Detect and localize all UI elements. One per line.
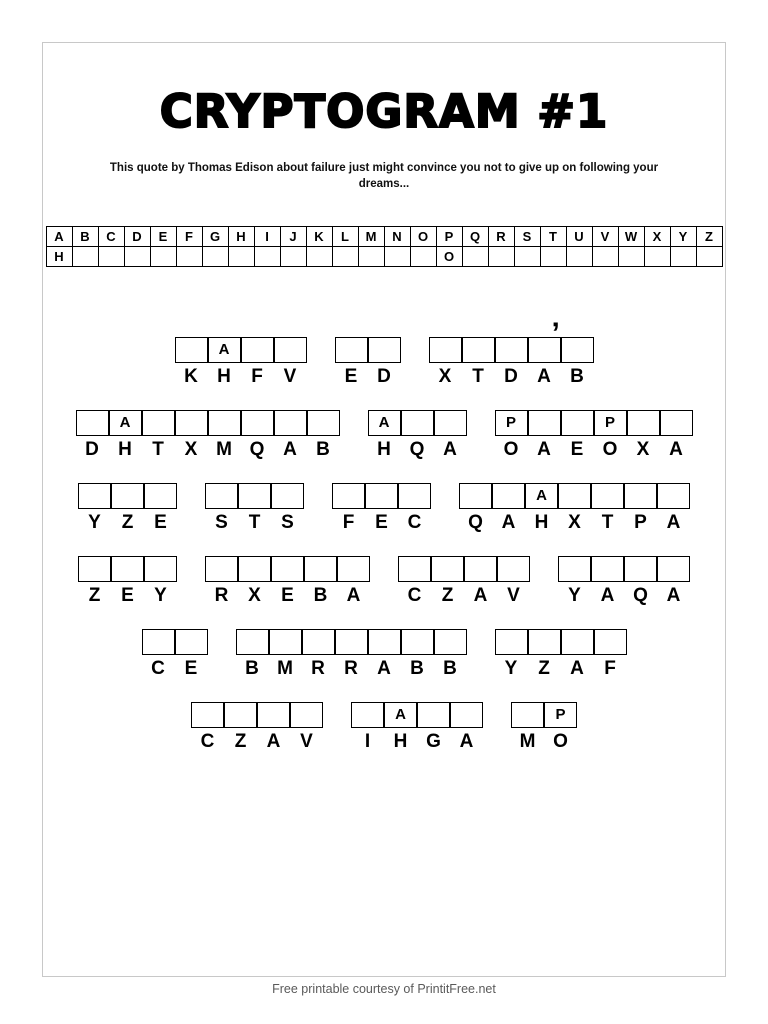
cipher-clue-letter: A — [666, 512, 681, 534]
answer-cell[interactable] — [78, 556, 111, 582]
puzzle-word — [495, 410, 693, 461]
cipher-clue-letter: P — [634, 512, 647, 534]
puzzle-line — [43, 410, 725, 461]
answer-boxes — [495, 629, 627, 655]
cipher-clue-letter: H — [217, 366, 231, 388]
key-letter-cell: L — [332, 227, 358, 247]
cipher-clue-letter: B — [570, 366, 584, 388]
answer-cell[interactable] — [335, 337, 368, 363]
cipher-clues — [351, 731, 483, 753]
cipher-clue-letter: F — [342, 512, 355, 534]
key-letter-cell: R — [488, 227, 514, 247]
answer-cell[interactable] — [335, 629, 368, 655]
answer-cell[interactable]: A — [368, 410, 401, 436]
cipher-clue-letter: R — [214, 585, 229, 607]
answer-boxes — [191, 702, 323, 728]
key-answer-cell[interactable] — [540, 247, 566, 267]
cipher-clue-letter: T — [152, 439, 164, 461]
cipher-clue-letter: M — [519, 731, 536, 753]
answer-cell[interactable] — [78, 483, 111, 509]
cipher-clues — [175, 366, 307, 388]
cipher-clue-letter: A — [346, 585, 361, 607]
key-answer-cell[interactable] — [358, 247, 384, 267]
answer-cell[interactable] — [660, 410, 693, 436]
answer-cell[interactable] — [401, 410, 434, 436]
key-letter-cell: E — [150, 227, 176, 247]
answer-cell[interactable] — [144, 556, 177, 582]
key-answer-cell[interactable] — [618, 247, 644, 267]
answer-cell[interactable] — [175, 629, 208, 655]
key-answer-cell[interactable] — [176, 247, 202, 267]
answer-cell[interactable] — [434, 629, 467, 655]
key-answer-cell[interactable] — [254, 247, 280, 267]
cipher-clue-letter: X — [184, 439, 198, 461]
cipher-clue-letter: A — [669, 439, 683, 461]
cipher-clue-letter: H — [377, 439, 391, 461]
key-letter-cell: A — [46, 227, 72, 247]
answer-cell[interactable] — [111, 556, 144, 582]
answer-cell[interactable] — [274, 337, 307, 363]
key-answer-cell[interactable] — [124, 247, 150, 267]
cipher-clue-letter: Y — [568, 585, 581, 607]
worksheet-sheet — [42, 42, 726, 977]
answer-cell[interactable]: A — [525, 483, 558, 509]
cipher-clues — [335, 366, 401, 388]
answer-cell[interactable] — [257, 702, 290, 728]
key-letter-cell: D — [124, 227, 150, 247]
cipher-key-answer-row — [46, 247, 722, 267]
cipher-clue-letter: O — [602, 439, 618, 461]
answer-boxes — [495, 410, 693, 436]
cipher-clue-letter: M — [277, 658, 293, 680]
answer-cell[interactable]: P — [544, 702, 577, 728]
answer-cell[interactable] — [624, 556, 657, 582]
answer-cell[interactable] — [208, 410, 241, 436]
cipher-clue-letter: C — [407, 585, 422, 607]
cipher-clue-letter: S — [281, 512, 294, 534]
cipher-clues — [191, 731, 323, 753]
cipher-clue-letter: E — [154, 512, 167, 534]
answer-cell[interactable] — [351, 702, 384, 728]
key-answer-cell[interactable] — [72, 247, 98, 267]
cipher-clue-letter: Y — [88, 512, 101, 534]
cipher-clues — [558, 585, 690, 607]
cipher-clue-letter: E — [375, 512, 388, 534]
key-answer-cell[interactable] — [644, 247, 670, 267]
cipher-clue-letter: H — [534, 512, 549, 534]
cipher-clues — [76, 439, 340, 461]
key-answer-cell[interactable] — [514, 247, 540, 267]
puzzle-word — [175, 337, 307, 388]
key-letter-cell: H — [228, 227, 254, 247]
cipher-clue-letter: Z — [538, 658, 550, 680]
answer-cell[interactable] — [398, 483, 431, 509]
answer-cell[interactable] — [434, 410, 467, 436]
key-answer-cell[interactable] — [488, 247, 514, 267]
puzzle-word — [142, 629, 208, 680]
answer-boxes — [368, 410, 467, 436]
cipher-clue-letter: Q — [409, 439, 425, 461]
cipher-clue-letter: T — [601, 512, 614, 534]
puzzle-word — [205, 556, 370, 607]
answer-cell[interactable]: A — [384, 702, 417, 728]
key-answer-cell[interactable] — [306, 247, 332, 267]
cipher-clue-letter: V — [300, 731, 313, 753]
answer-cell[interactable] — [450, 702, 483, 728]
cipher-clue-letter: T — [248, 512, 261, 534]
cipher-clue-letter: H — [393, 731, 408, 753]
cipher-clue-letter: A — [266, 731, 281, 753]
puzzle-word — [368, 410, 467, 461]
key-letter-cell: O — [410, 227, 436, 247]
cipher-clues — [495, 439, 693, 461]
answer-cell[interactable] — [627, 410, 660, 436]
cipher-clue-letter: A — [443, 439, 457, 461]
answer-cell[interactable] — [459, 483, 492, 509]
answer-boxes — [78, 556, 177, 582]
answer-cell[interactable] — [528, 629, 561, 655]
answer-boxes — [351, 702, 483, 728]
answer-cell[interactable] — [175, 337, 208, 363]
key-answer-cell[interactable] — [98, 247, 124, 267]
answer-boxes — [459, 483, 690, 509]
key-letter-cell: N — [384, 227, 410, 247]
answer-cell[interactable] — [591, 556, 624, 582]
answer-boxes — [236, 629, 467, 655]
answer-boxes — [332, 483, 431, 509]
puzzle-word — [398, 556, 530, 607]
cipher-clues — [205, 512, 304, 534]
answer-cell[interactable] — [224, 702, 257, 728]
puzzle-line — [43, 317, 725, 388]
puzzle-word — [495, 629, 627, 680]
answer-boxes — [175, 337, 307, 363]
answer-cell[interactable] — [417, 702, 450, 728]
cipher-clues — [205, 585, 370, 607]
key-answer-cell[interactable] — [670, 247, 696, 267]
answer-cell[interactable] — [76, 410, 109, 436]
key-letter-cell: U — [566, 227, 592, 247]
answer-boxes — [205, 483, 304, 509]
cipher-clue-letter: A — [600, 585, 615, 607]
cipher-clue-letter: A — [537, 439, 551, 461]
key-letter-cell: I — [254, 227, 280, 247]
cipher-clue-letter: C — [407, 512, 422, 534]
answer-boxes — [78, 483, 177, 509]
answer-cell[interactable]: A — [109, 410, 142, 436]
key-letter-cell: W — [618, 227, 644, 247]
answer-cell[interactable] — [401, 629, 434, 655]
cipher-clues — [78, 585, 177, 607]
cipher-clue-letter: O — [503, 439, 519, 461]
answer-cell[interactable] — [271, 556, 304, 582]
cipher-clue-letter: B — [245, 658, 259, 680]
answer-cell[interactable] — [492, 483, 525, 509]
answer-cell[interactable] — [304, 556, 337, 582]
answer-cell[interactable] — [368, 337, 401, 363]
puzzle-subtitle: This quote by Thomas Edison about failure just might convince you not to give up on following your dreams... — [109, 162, 659, 191]
answer-cell[interactable] — [332, 483, 365, 509]
answer-boxes — [429, 337, 594, 363]
puzzle-line — [43, 702, 725, 753]
key-letter-cell: Z — [696, 227, 722, 247]
answer-cell[interactable] — [337, 556, 370, 582]
answer-cell[interactable] — [495, 337, 528, 363]
footer-text: Free printable courtesy of — [272, 982, 418, 996]
key-letter-cell: P — [436, 227, 462, 247]
key-letter-cell: Y — [670, 227, 696, 247]
key-letter-cell: K — [306, 227, 332, 247]
answer-boxes — [335, 337, 401, 363]
answer-cell[interactable]: A — [208, 337, 241, 363]
answer-cell[interactable] — [142, 629, 175, 655]
answer-cell[interactable] — [238, 556, 271, 582]
answer-cell[interactable] — [238, 483, 271, 509]
key-letter-cell: M — [358, 227, 384, 247]
key-answer-cell[interactable] — [462, 247, 488, 267]
cipher-clue-letter: E — [344, 366, 358, 388]
cipher-clue-letter: C — [200, 731, 215, 753]
cipher-clues — [236, 658, 467, 680]
cipher-clue-letter: C — [151, 658, 165, 680]
key-letter-cell: B — [72, 227, 98, 247]
answer-cell[interactable] — [274, 410, 307, 436]
key-letter-cell: Q — [462, 227, 488, 247]
cipher-clue-letter: F — [604, 658, 616, 680]
cipher-clue-letter: B — [443, 658, 457, 680]
answer-cell[interactable]: P — [594, 410, 627, 436]
key-answer-cell[interactable] — [332, 247, 358, 267]
page-title: CRYPTOGRAM #1 — [159, 85, 609, 138]
key-letter-cell: C — [98, 227, 124, 247]
puzzle-word — [459, 483, 690, 534]
answer-cell[interactable] — [657, 556, 690, 582]
footer-brand: PrintitFree.net — [417, 982, 496, 996]
cipher-clue-letter: Y — [504, 658, 518, 680]
answer-cell[interactable] — [142, 410, 175, 436]
key-answer-cell[interactable] — [150, 247, 176, 267]
answer-cell[interactable] — [111, 483, 144, 509]
puzzle-line — [43, 556, 725, 607]
cipher-clue-letter: A — [283, 439, 297, 461]
key-letter-cell: X — [644, 227, 670, 247]
puzzle-word — [78, 556, 177, 607]
answer-cell[interactable] — [657, 483, 690, 509]
cipher-clue-letter: T — [472, 366, 484, 388]
answer-cell[interactable] — [594, 629, 627, 655]
puzzle-word — [191, 702, 323, 753]
answer-boxes — [511, 702, 577, 728]
cipher-clue-letter: Z — [441, 585, 454, 607]
key-answer-cell[interactable] — [202, 247, 228, 267]
cipher-clue-letter: Q — [633, 585, 648, 607]
cipher-clues — [511, 731, 577, 753]
cipher-clue-letter: K — [184, 366, 198, 388]
key-answer-cell[interactable]: O — [436, 247, 462, 267]
puzzle-line — [43, 483, 725, 534]
answer-boxes — [142, 629, 208, 655]
answer-cell[interactable] — [497, 556, 530, 582]
cipher-clues — [78, 512, 177, 534]
cipher-clue-letter: A — [377, 658, 391, 680]
puzzle-word — [351, 702, 483, 753]
cipher-clue-letter: V — [283, 366, 297, 388]
key-answer-cell[interactable] — [592, 247, 618, 267]
puzzle-word — [335, 337, 401, 388]
cipher-clue-letter: I — [364, 731, 371, 753]
cipher-clue-letter: X — [568, 512, 581, 534]
cipher-clue-letter: A — [473, 585, 488, 607]
cipher-clue-letter: B — [410, 658, 424, 680]
cipher-clue-letter: V — [507, 585, 520, 607]
cipher-clue-letter: A — [537, 366, 551, 388]
cipher-clue-letter: X — [438, 366, 452, 388]
key-letter-cell: T — [540, 227, 566, 247]
key-answer-cell[interactable] — [566, 247, 592, 267]
cipher-clue-letter: Z — [234, 731, 247, 753]
puzzle-word — [511, 702, 577, 753]
cipher-key-alphabet-row — [46, 227, 722, 247]
answer-cell[interactable] — [462, 337, 495, 363]
cipher-clue-letter: Z — [88, 585, 101, 607]
cipher-clues — [368, 439, 467, 461]
answer-cell[interactable] — [307, 410, 340, 436]
answer-cell[interactable] — [398, 556, 431, 582]
answer-cell[interactable] — [561, 410, 594, 436]
cipher-clue-letter: X — [248, 585, 261, 607]
answer-cell[interactable] — [624, 483, 657, 509]
key-answer-cell[interactable] — [696, 247, 722, 267]
answer-boxes — [205, 556, 370, 582]
puzzle-word — [332, 483, 431, 534]
key-answer-cell[interactable] — [280, 247, 306, 267]
cipher-clue-letter: D — [377, 366, 391, 388]
cipher-clue-letter: F — [251, 366, 263, 388]
key-answer-cell[interactable] — [410, 247, 436, 267]
cipher-clue-letter: R — [311, 658, 325, 680]
answer-cell[interactable] — [271, 483, 304, 509]
answer-cell[interactable] — [302, 629, 335, 655]
answer-cell[interactable] — [175, 410, 208, 436]
answer-boxes — [398, 556, 530, 582]
cipher-clues — [459, 512, 690, 534]
key-answer-cell[interactable] — [228, 247, 254, 267]
cipher-clue-letter: B — [316, 439, 330, 461]
key-letter-cell: J — [280, 227, 306, 247]
answer-cell[interactable] — [144, 483, 177, 509]
answer-boxes — [76, 410, 340, 436]
cipher-clue-letter: E — [184, 658, 198, 680]
answer-cell[interactable] — [495, 629, 528, 655]
footer — [0, 982, 768, 996]
answer-cell[interactable] — [205, 483, 238, 509]
puzzle-word — [429, 317, 594, 388]
cipher-clue-letter: M — [216, 439, 232, 461]
answer-cell[interactable] — [431, 556, 464, 582]
cipher-clue-letter: D — [85, 439, 99, 461]
key-answer-cell[interactable] — [384, 247, 410, 267]
cipher-clue-letter: Q — [468, 512, 483, 534]
answer-cell[interactable] — [528, 410, 561, 436]
cipher-clue-letter: H — [118, 439, 132, 461]
cipher-clue-letter: G — [426, 731, 441, 753]
key-letter-cell: V — [592, 227, 618, 247]
answer-cell[interactable] — [368, 629, 401, 655]
cipher-clue-letter: E — [121, 585, 134, 607]
cipher-clues — [429, 366, 594, 388]
apostrophe-mark: ’ — [551, 317, 560, 351]
puzzle-line — [43, 629, 725, 680]
answer-cell[interactable] — [241, 337, 274, 363]
answer-cell[interactable] — [236, 629, 269, 655]
cipher-clue-letter: A — [666, 585, 681, 607]
cipher-clue-letter: E — [570, 439, 584, 461]
answer-cell[interactable] — [290, 702, 323, 728]
puzzle-word — [236, 629, 467, 680]
answer-cell[interactable] — [205, 556, 238, 582]
key-letter-cell: S — [514, 227, 540, 247]
cipher-clue-letter: E — [281, 585, 294, 607]
cipher-clue-letter: Y — [154, 585, 167, 607]
answer-cell[interactable] — [464, 556, 497, 582]
cipher-clues — [398, 585, 530, 607]
key-answer-cell[interactable]: H — [46, 247, 72, 267]
answer-boxes — [558, 556, 690, 582]
answer-cell[interactable] — [241, 410, 274, 436]
key-letter-cell: F — [176, 227, 202, 247]
answer-cell[interactable] — [558, 483, 591, 509]
cipher-clue-letter: A — [570, 658, 584, 680]
cipher-clue-letter: Q — [249, 439, 265, 461]
answer-cell[interactable] — [429, 337, 462, 363]
puzzle-area — [43, 317, 725, 753]
answer-cell[interactable] — [365, 483, 398, 509]
answer-cell[interactable] — [191, 702, 224, 728]
cipher-clue-letter: R — [344, 658, 358, 680]
cipher-clue-letter: Z — [121, 512, 134, 534]
cipher-key-wrapper — [43, 226, 725, 267]
puzzle-word — [558, 556, 690, 607]
answer-cell[interactable]: P — [495, 410, 528, 436]
cipher-clue-letter: S — [215, 512, 228, 534]
puzzle-word — [76, 410, 340, 461]
puzzle-word — [205, 483, 304, 534]
cipher-clue-letter: D — [504, 366, 518, 388]
answer-cell[interactable] — [561, 629, 594, 655]
cipher-clues — [142, 658, 208, 680]
answer-cell[interactable] — [558, 556, 591, 582]
cipher-clue-letter: A — [501, 512, 516, 534]
answer-cell[interactable] — [561, 337, 594, 363]
cipher-clue-letter: A — [459, 731, 474, 753]
answer-cell[interactable] — [591, 483, 624, 509]
answer-cell[interactable] — [269, 629, 302, 655]
cipher-clue-letter: X — [636, 439, 650, 461]
key-letter-cell: G — [202, 227, 228, 247]
cipher-clues — [332, 512, 431, 534]
cipher-clue-letter: B — [313, 585, 328, 607]
cipher-clue-letter: O — [553, 731, 568, 753]
cipher-clues — [495, 658, 627, 680]
answer-cell[interactable] — [511, 702, 544, 728]
cipher-key-table — [46, 226, 723, 267]
puzzle-word — [78, 483, 177, 534]
